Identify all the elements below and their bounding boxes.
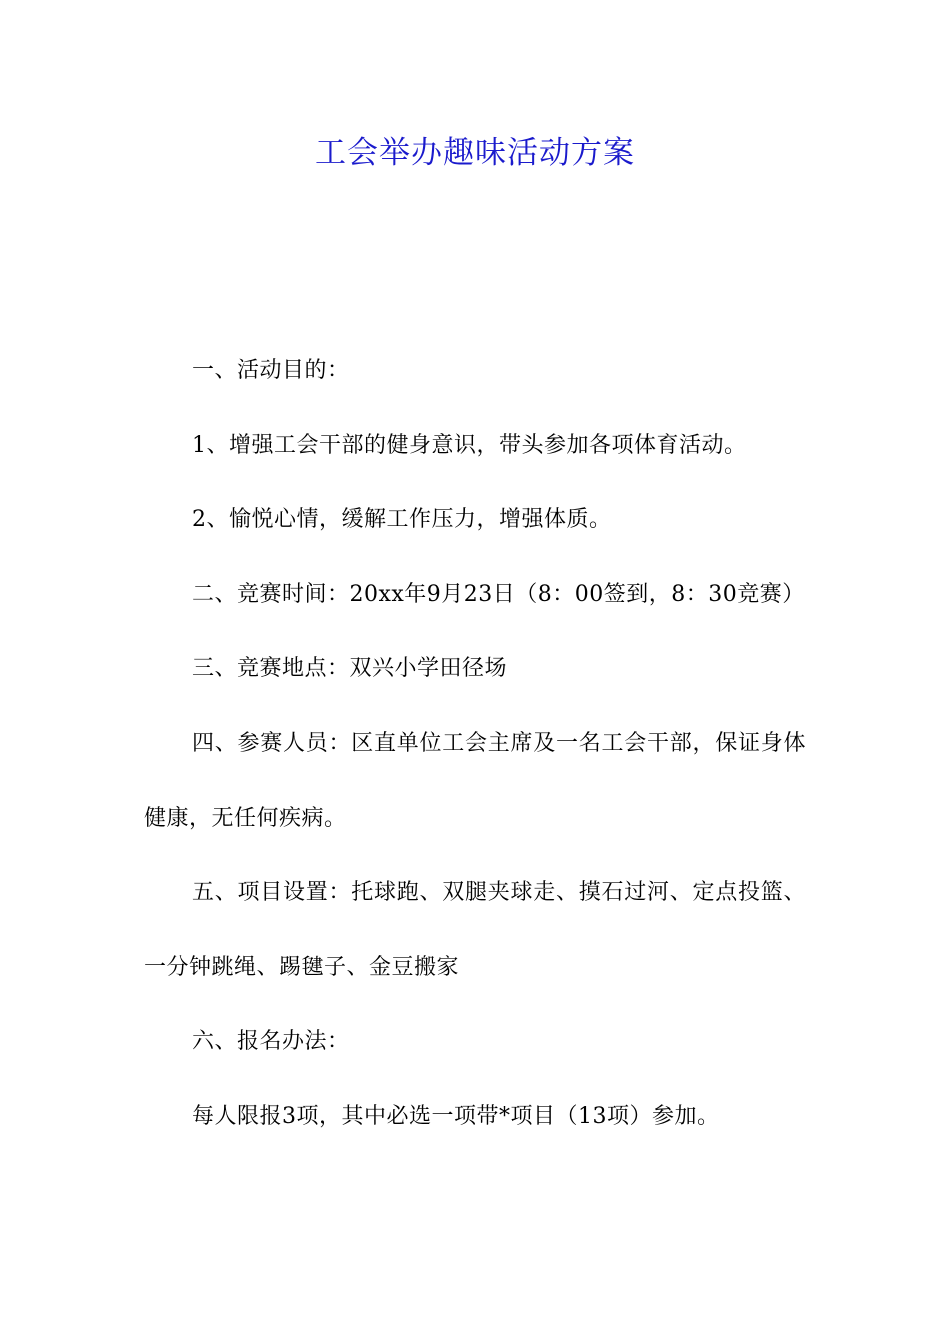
paragraph-competition-time: 二、竞赛时间：20xx年9月23日（8：00签到，8：30竞赛） <box>192 581 805 607</box>
document-title: 工会举办趣味活动方案 <box>315 135 635 171</box>
paragraph-participants: 四、参赛人员：区直单位工会主席及一名工会干部，保证身体健康，无任何疾病。 <box>144 730 806 831</box>
paragraph-registration-rule: 每人限报3项，其中必选一项带*项目（13项）参加。 <box>192 1103 720 1129</box>
paragraph-events: 五、项目设置：托球跑、双腿夹球走、摸石过河、定点投篮、一分钟跳绳、踢毽子、金豆搬家 <box>144 880 806 980</box>
paragraph-registration-heading: 六、报名办法： <box>192 1029 350 1055</box>
document-body <box>144 334 806 1155</box>
paragraph-purpose-1: 1、增强工会干部的健身意识，带头参加各项体育活动。 <box>192 432 747 458</box>
paragraph-competition-venue: 三、竞赛地点：双兴小学田径场 <box>192 656 508 682</box>
paragraph-purpose-2: 2、愉悦心情，缓解工作压力，增强体质。 <box>192 507 612 533</box>
paragraph-section-1-heading: 一、活动目的： <box>192 358 350 383</box>
